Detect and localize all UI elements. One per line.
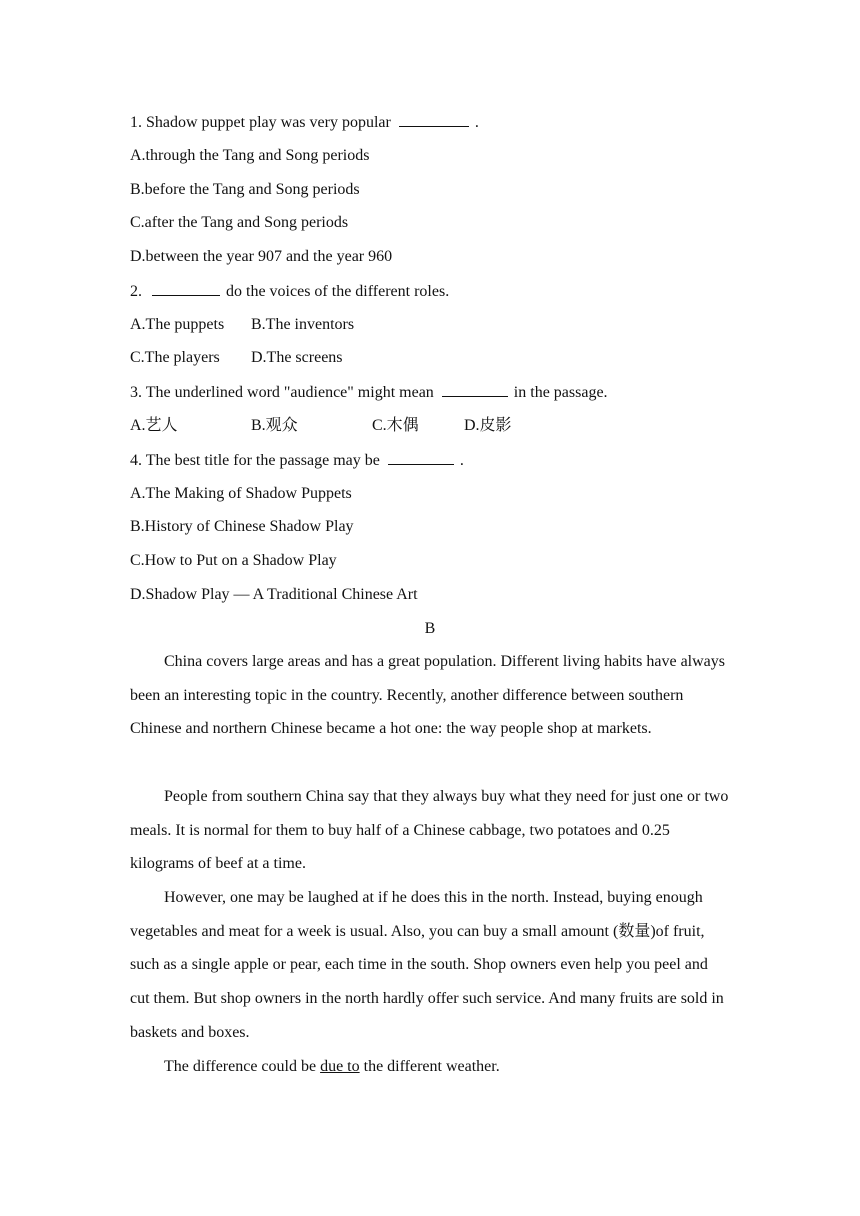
answer-blank (388, 450, 454, 465)
question-4 (130, 450, 464, 470)
option-3a: A.艺人 (130, 417, 178, 434)
option-2d: D.The screens (251, 349, 343, 366)
option-1d: D.between the year 907 and the year 960 (130, 248, 393, 265)
question-2-text: 2. (130, 283, 142, 300)
options-2-row-1 (130, 315, 355, 335)
answer-blank (152, 281, 220, 296)
answer-blank (399, 112, 469, 127)
option-2c: C.The players (130, 349, 220, 366)
question-3 (130, 382, 608, 402)
option-3c: C.木偶 (372, 417, 419, 434)
question-4-text: 4. The best title for the passage may be (130, 452, 380, 469)
question-2-suffix: do the voices of the different roles. (226, 283, 450, 300)
paragraph-4-start: The difference could be (164, 1058, 317, 1075)
option-4d: D.Shadow Play — A Traditional Chinese Art (130, 586, 418, 603)
answer-blank (442, 382, 508, 397)
section-heading: B (424, 620, 436, 637)
paragraph-4 (130, 1050, 730, 1084)
option-4a: A.The Making of Shadow Puppets (130, 485, 352, 502)
options-2-row-2 (130, 348, 343, 368)
paragraph-2: People from southern China say that they always buy what they need for just one or two meals. It is normal for them to buy half of a Chinese cabbage, two potatoes and 0.25 kilograms of beef at a time. (130, 788, 729, 873)
option-1a: A.through the Tang and Song periods (130, 147, 370, 164)
question-3-text: 3. The underlined word "audience" might mean (130, 384, 434, 401)
underlined-phrase: due to (320, 1058, 360, 1075)
question-1 (130, 112, 479, 132)
option-3b: B.观众 (251, 417, 298, 434)
question-2 (130, 281, 449, 301)
question-4-suffix: . (459, 452, 464, 469)
option-1c: C.after the Tang and Song periods (130, 214, 349, 231)
option-4c: C.How to Put on a Shadow Play (130, 552, 337, 569)
option-2a: A.The puppets (130, 316, 225, 333)
option-4b: B.History of Chinese Shadow Play (130, 518, 354, 535)
option-3d: D.皮影 (464, 417, 512, 434)
paragraph-3: However, one may be laughed at if he does this in the north. Instead, buying enough vegetables and meat for a week is usual. Also, you can buy a small amount (数量)of fruit, such as a single apple or pear, each time in the south. Shop owners even help you peel and cut them. But shop owners in the north hardly offer such service. And many fruits are sold in baskets and boxes. (130, 889, 724, 1041)
question-3-suffix: in the passage. (513, 384, 608, 401)
options-3-row (130, 416, 512, 436)
question-1-suffix: . (474, 114, 479, 131)
paragraph-4-end: the different weather. (363, 1058, 500, 1075)
option-2b: B.The inventors (251, 316, 355, 333)
paragraph-1: China covers large areas and has a great population. Different living habits have always been an interesting topic in the country. Recently, another difference between southern Chinese and northern Chinese became a hot one: the way people shop at markets. (130, 653, 725, 738)
option-1b: B.before the Tang and Song periods (130, 181, 360, 198)
question-1-text: 1. Shadow puppet play was very popular (130, 114, 391, 131)
